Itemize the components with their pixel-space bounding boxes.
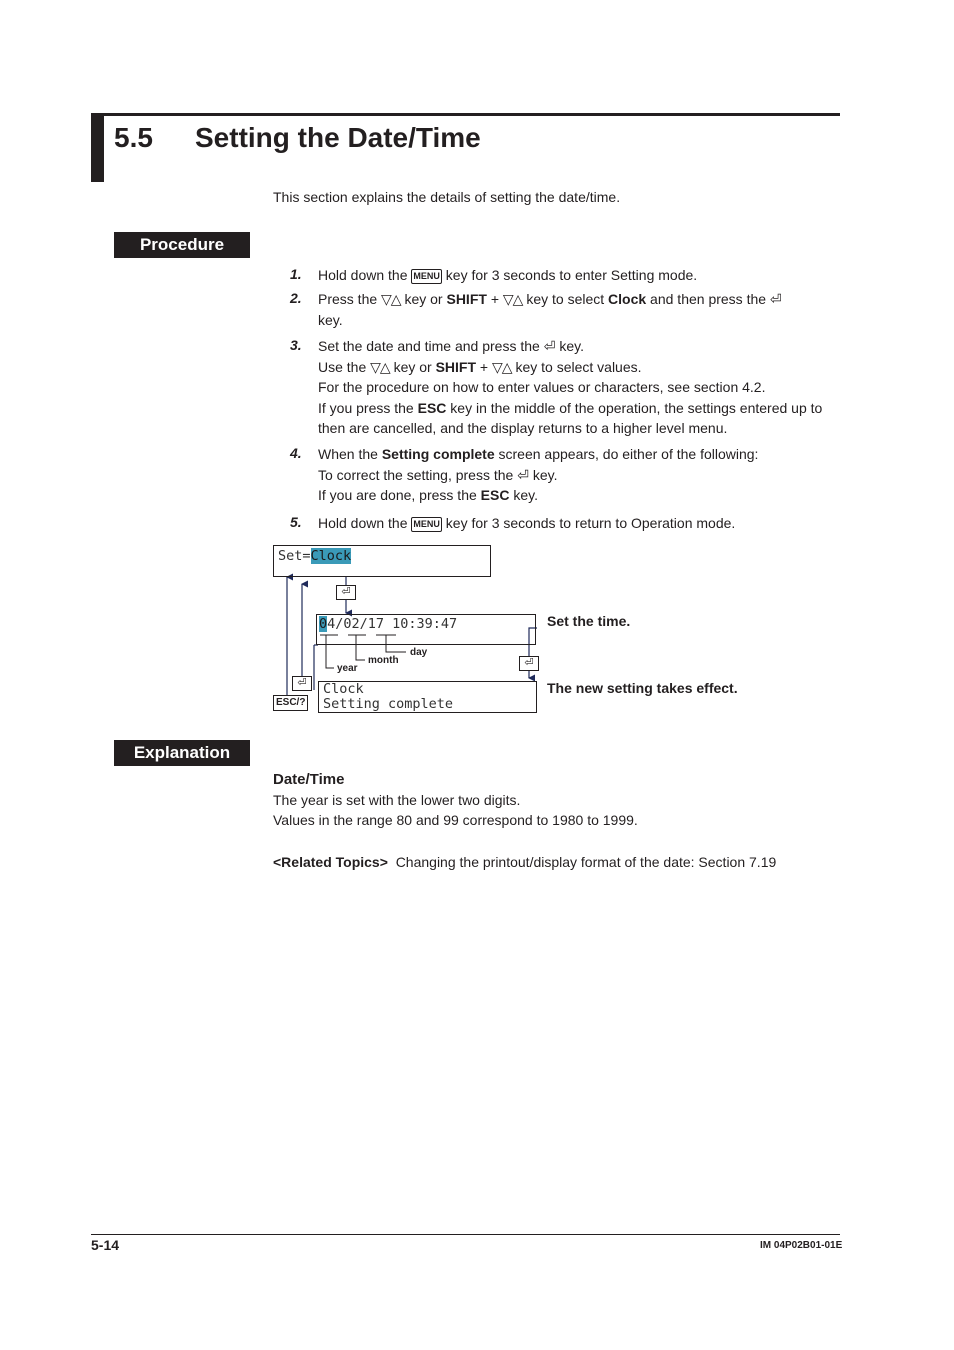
- esc-key-icon: ESC/?: [273, 695, 308, 711]
- lcd-date-time-value: 4/02/17 10:39:47: [327, 616, 458, 632]
- section-number: 5.5: [114, 122, 153, 153]
- up-down-arrow-icon: ▽△: [370, 358, 390, 375]
- lcd-screen-clock-menu: [273, 545, 491, 577]
- lcd-screen-setting-complete: [318, 681, 537, 713]
- enter-key-icon: ⏎: [292, 676, 312, 691]
- step-4: When the Setting complete screen appears, do either of the following: To correct the setting, press the ⏎ key. If you are done, press the ESC key.: [318, 446, 759, 503]
- step-number: 5.: [290, 514, 302, 530]
- footer-rule: [91, 1234, 840, 1235]
- up-down-arrow-icon: ▽△: [492, 358, 512, 375]
- note-setting-effect: The new setting takes effect.: [547, 680, 738, 696]
- explanation-heading: Explanation: [114, 740, 250, 766]
- shift-key-label: SHIFT: [446, 291, 487, 307]
- explanation-subheading: Date/Time: [273, 771, 345, 788]
- lcd-line-1: Clock: [323, 681, 364, 697]
- esc-key-label: ESC: [417, 399, 447, 416]
- related-topics-label: <Related Topics>: [273, 854, 388, 870]
- lcd-cursor: 0: [319, 616, 328, 632]
- explanation-line-1: The year is set with the lower two digits.: [273, 792, 521, 808]
- step-number: 2.: [290, 290, 302, 306]
- section-intro: This section explains the details of setting the date/time.: [273, 189, 621, 205]
- document-id: IM 04P02B01-01E: [760, 1240, 843, 1251]
- step-number: 1.: [290, 266, 302, 282]
- shift-key-label: SHIFT: [435, 358, 477, 375]
- setting-complete-label: Setting complete: [381, 446, 495, 462]
- label-year: year: [337, 663, 358, 674]
- label-month: month: [368, 655, 399, 666]
- label-day: day: [410, 647, 428, 658]
- step-number: 4.: [290, 445, 302, 461]
- step-number: 3.: [290, 337, 302, 353]
- title-marker-bar: [91, 113, 104, 182]
- esc-key-label: ESC: [480, 487, 510, 503]
- related-topics: [273, 852, 776, 872]
- lcd-line-2: Setting complete: [323, 696, 454, 712]
- lcd-highlight: Clock: [310, 548, 352, 564]
- up-down-arrow-icon: ▽△: [502, 291, 523, 307]
- page-number: 5-14: [91, 1237, 120, 1253]
- enter-key-icon: ⏎: [336, 585, 356, 600]
- note-set-time: Set the time.: [547, 613, 631, 629]
- enter-key-icon: ⏎: [543, 338, 556, 354]
- enter-key-icon: ⏎: [769, 291, 782, 307]
- menu-key-icon: MENU: [411, 269, 442, 284]
- step-2: Press the ▽△ key or SHIFT + ▽△ key to select Clock and then press the ⏎ key.: [318, 291, 782, 328]
- procedure-heading: Procedure: [114, 232, 250, 258]
- lcd-screen-date-time: [316, 614, 536, 645]
- related-topics-text: Changing the printout/display format of the date: Section 7.19: [395, 854, 777, 870]
- step-3-reference: For the procedure on how to enter values or characters, see section 4.2.: [318, 379, 766, 395]
- page-title: Setting the Date/Time: [195, 122, 481, 153]
- clock-label: Clock: [608, 291, 647, 307]
- menu-key-icon: MENU: [411, 517, 442, 532]
- step-5: Hold down the MENU key for 3 seconds to return to Operation mode.: [318, 515, 736, 531]
- step-3: Set the date and time and press the ⏎ key. Use the ▽△ key or SHIFT + ▽△ key to select values. For the procedure on how to enter values or characters, see section 4.2. If you press the ESC key in the middle of the operation, the settings entered up to then are cancelled, and the display returns to a higher level menu.: [318, 336, 848, 439]
- enter-key-icon: ⏎: [519, 656, 539, 671]
- step-1: Hold down the MENU key for 3 seconds to enter Setting mode.: [318, 267, 698, 283]
- enter-key-icon: ⏎: [517, 466, 529, 483]
- up-down-arrow-icon: ▽△: [381, 291, 401, 307]
- clock-setting-diagram: [270, 540, 770, 720]
- lcd-text: Set=: [278, 548, 311, 564]
- title-rule: [104, 113, 840, 116]
- explanation-line-2: Values in the range 80 and 99 correspond to 1980 to 1999.: [273, 812, 638, 828]
